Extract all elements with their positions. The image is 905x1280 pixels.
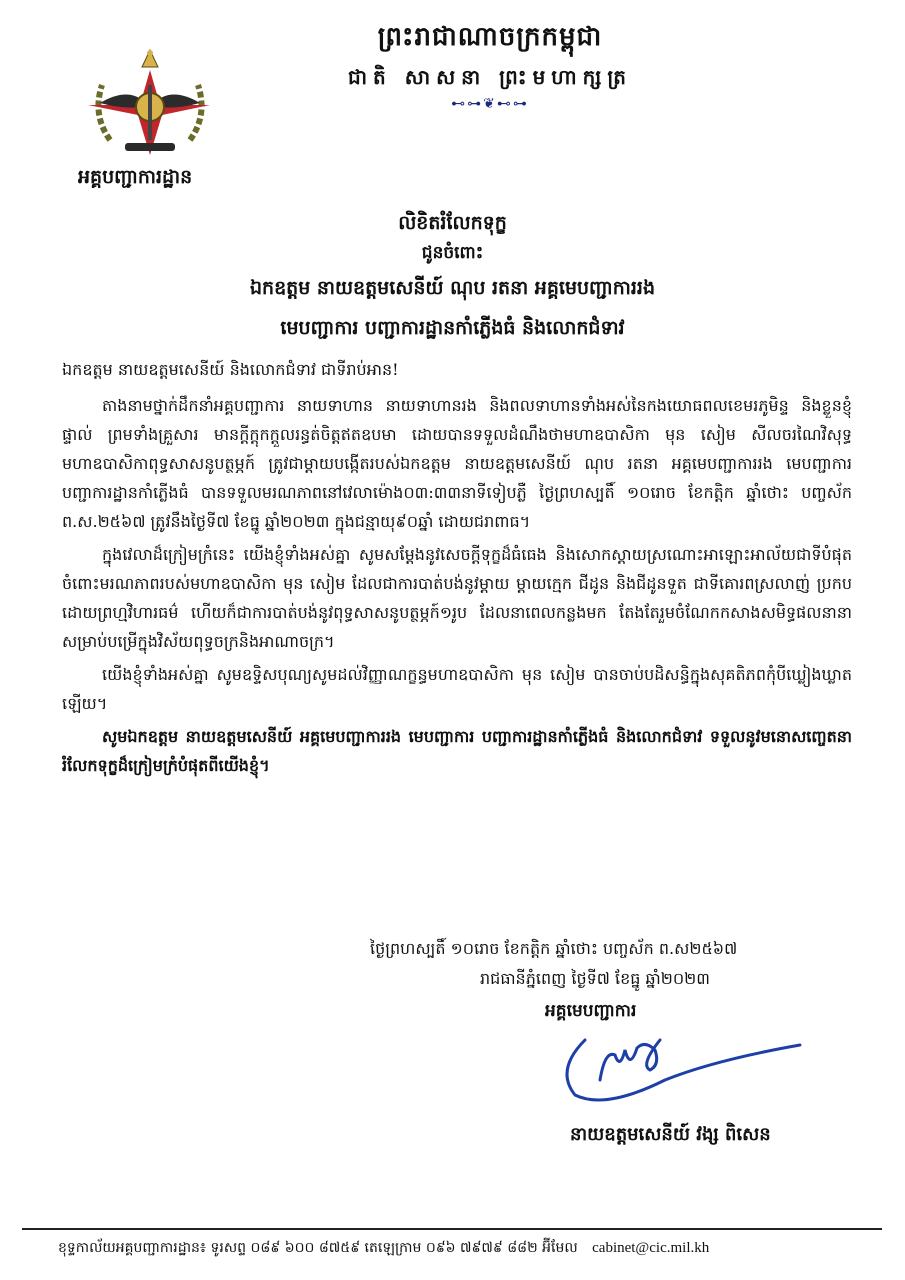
military-emblem-icon <box>80 45 220 165</box>
kingdom-title: ព្រះរាជាណាចក្រកម្ពុជា <box>377 22 603 52</box>
footer-email-link[interactable]: cabinet@cic.mil.kh <box>592 1240 710 1256</box>
lunar-date: ថ្ងៃព្រហស្បតិ៍ ១០រោច ខែកត្តិក ឆ្នាំថោះ បញ្ចស័ក ព.ស២៥៦៧ <box>370 939 738 958</box>
footer-contact-text: ខុទ្ទកាល័យអគ្គបញ្ជាការដ្ឋាន៖ ទូរសព្ទ ០៨៩ ៦០០ ៨៧៥៩ តេឡេក្រាម ០៩៦ ៧៩៧៩ ៨៨២ អ៊ីមែល <box>58 1240 578 1256</box>
paragraph-1: តាងនាមថ្នាក់ដឹកនាំអគ្គបញ្ជាការ នាយទាហាន នាយទាហានរង និងពលទាហានទាំងអស់នៃកងយោធពលខេមរភូមិន្ទ និងខ្លួនខ្ញុំផ្ទាល់ ព្រមទាំងគ្រួសារ មានក្តីក្តុកក្តួលរន្ធត់ចិត្តឥតឧបមា ដោយបានទទួលដំណឹងថាមហាឧបាសិកា មុន សៀម សីលចរណៃវិសុទ្ធ មហាឧបាសិកាពុទ្ធសាសនូបត្ថម្ភក៍ ត្រូវជាម្តាយបង្កើតរបស់ឯកឧត្តម នាយឧត្តមសេនីយ៍ ណុប រតនា អគ្គមេបញ្ជាការរង មេបញ្ជាការ បញ្ជាការដ្ឋានកាំភ្លើងធំ បានទទួលមរណភាពនៅវេលាម៉ោង០៣:៣៣នាទីទៀបភ្លឺ ថ្ងៃព្រហស្បតិ៍ ១០រោច ខែកត្តិក ឆ្នាំថោះ បញ្ចស័ក ព.ស.២៥៦៧ ត្រូវនឹងថ្ងៃទី៧ ខែធ្នូ ឆ្នាំ២០២៣ ក្នុងជន្មាយុ៩០ឆ្នាំ ដោយជរាពាធ។ <box>62 396 852 531</box>
signer-title: អគ្គមេបញ្ជាការ <box>545 1001 637 1021</box>
paragraph-2: ក្នុងវេលាដ៏ក្រៀមក្រំនេះ យើងខ្ញុំទាំងអស់គ្នា សូមសម្តែងនូវសេចក្តីទុក្ខដ៏ធំធេង និងសោកស្តាយស្រណោះអាឡោះអាល័យជាទីបំផុត ចំពោះមរណភាពរបស់មហាឧបាសិកា មុន សៀម ដែលជាការបាត់បង់នូវម្តាយ ម្តាយក្មេក ជីដូន និងជីដូនទួត ជាទីគោរពស្រលាញ់ ប្រកបដោយព្រហ្មវិហារធម៌ ហើយក៏ជាការបាត់បង់នូវពុទ្ធសាសនូបត្ថម្ភក៍១រូប ដែលនាពេលកន្លងមក តែងតែរួមចំណែកកសាងសមិទ្ធផលនានា សម្រាប់បម្រើក្នុងវិស័យពុទ្ធចក្រនិងអាណាចក្រ។ <box>62 545 852 651</box>
letter-title-block <box>120 208 785 348</box>
ornament-divider-icon: ⊷⊶❦⊷⊶ <box>451 96 529 112</box>
kingdom-header <box>300 20 680 112</box>
letter-title: លិខិតរំលែកទុក្ខ <box>398 212 507 234</box>
recipient-line-2: មេបញ្ជាការ បញ្ជាការដ្ឋានកាំភ្លើងធំ និងលោកជំទាវ <box>280 317 625 339</box>
recipient-line-1: ឯកឧត្តម នាយឧត្តមសេនីយ៍ ណុប រតនា អគ្គមេបញ្ជាការរង <box>249 277 656 299</box>
paragraph-4: សូមឯកឧត្តម នាយឧត្តមសេនីយ៍ អគ្គមេបញ្ជាការរង មេបញ្ជាការ បញ្ជាការដ្ឋានកាំភ្លើងធំ និងលោកជំទាវ ទទួលនូវមនោសញ្ចេតនារំលែកទុក្ខដ៏ក្រៀមក្រំបំផុតពីយើងខ្ញុំ។ <box>62 727 852 775</box>
footer-contact <box>58 1238 709 1259</box>
footer-divider <box>22 1228 882 1230</box>
letter-body <box>62 355 852 784</box>
signer-name: នាយឧត្តមសេនីយ៍ វង្ស ពិសេន <box>570 1124 771 1145</box>
organization-name: អគ្គបញ្ជាការដ្ឋាន <box>78 166 193 188</box>
national-motto: ជាតិ សាសនា ព្រះមហាក្សត្រ <box>348 65 632 89</box>
paragraph-3: យើងខ្ញុំទាំងអស់គ្នា សូមឧទ្ទិសបុណ្យសូមដល់វិញ្ញាណក្ខន្ធមហាឧបាសិកា មុន សៀម បានចាប់បដិសន្ធិក្នុងសុគតិភពកុំបីឃ្លៀងឃ្លាតឡើយ។ <box>62 665 852 713</box>
handwritten-signature-icon <box>545 1010 815 1110</box>
solar-date: រាជធានីភ្នំពេញ ថ្ងៃទី៧ ខែធ្នូ ឆ្នាំ២០២៣ <box>480 969 710 988</box>
addressed-to: ជូនចំពោះ <box>421 243 484 263</box>
greeting: ឯកឧត្តម នាយឧត្តមសេនីយ៍ និងលោកជំទាវ ជាទីរាប់អាន! <box>62 360 399 379</box>
